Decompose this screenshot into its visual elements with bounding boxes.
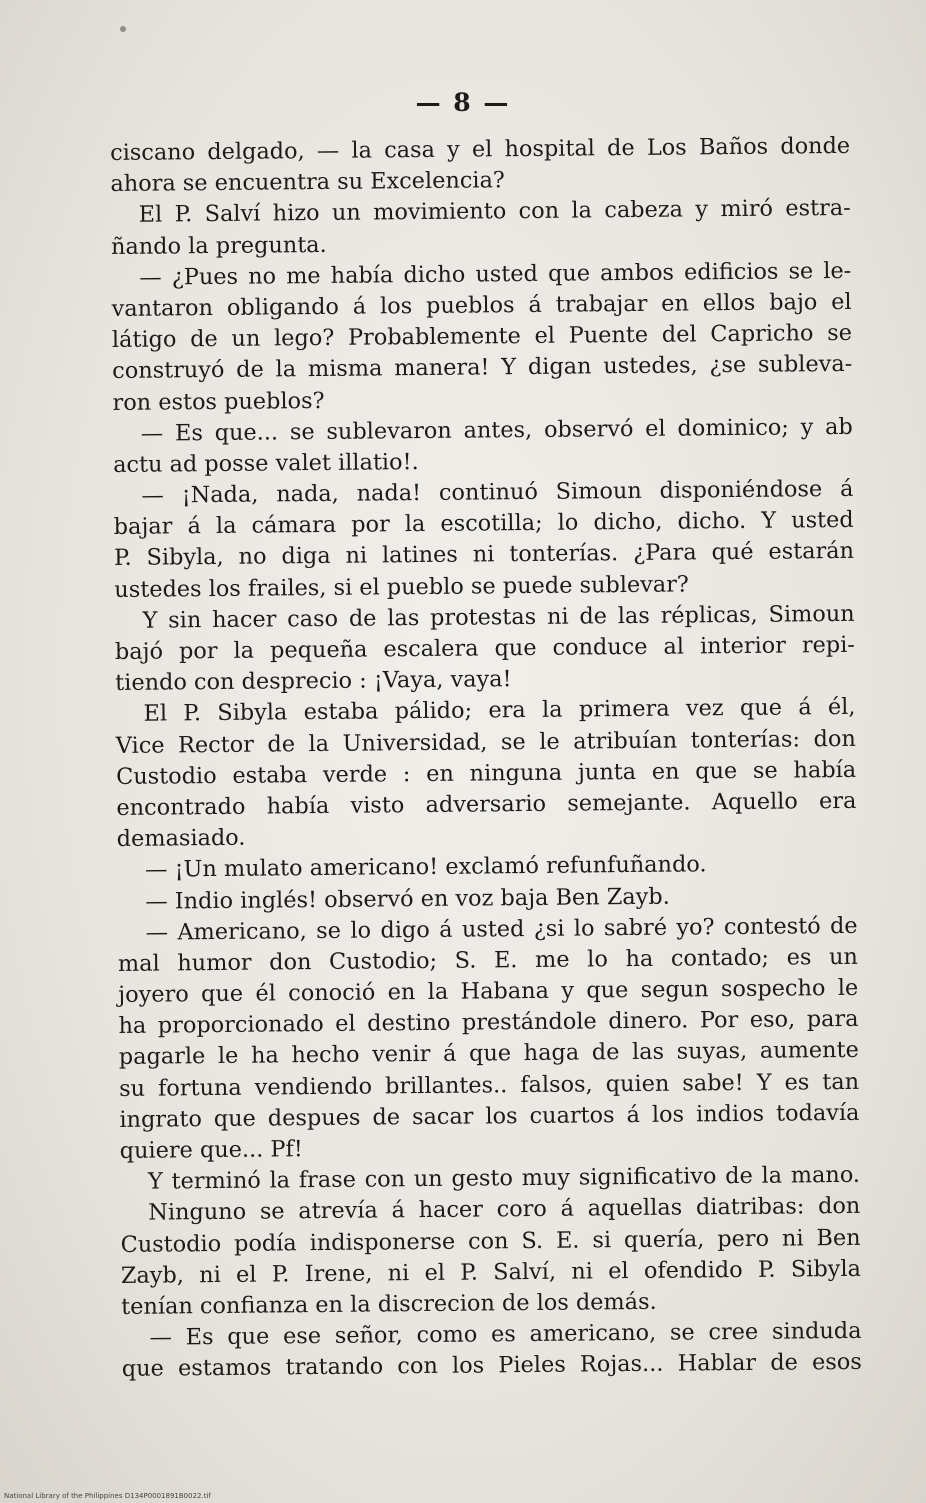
text-line: bajó por la pequeña escalera que conduce al interior repi-: [114, 631, 856, 665]
text-line: ron estos pueblos?: [112, 387, 325, 416]
text-line: Y sin hacer caso de las protestas ni de las réplicas, Simoun: [142, 600, 855, 634]
text-line: que estamos tratando con los Pieles Rojas... Hablar de esos: [121, 1349, 862, 1383]
text-line: P. Sibyla, no diga ni latines ni tonterías. ¿Para qué estarán: [113, 538, 855, 572]
text-line: Vice Rector de la Universidad, se le atribuían tonterías: don: [115, 725, 856, 759]
body-text: [110, 131, 862, 1386]
text-line: — ¡Un mulato americano! exclamó refunfuñando.: [144, 851, 707, 884]
text-line: Custodio estaba verde : en ninguna junta en que se había: [116, 756, 857, 790]
text-line: — Es que ese señor, como es americano, se cree sinduda: [149, 1317, 862, 1351]
text-line: mal humor don Custodio; S. E. me lo ha contado; es un: [117, 943, 859, 977]
page-number: — 8 —: [415, 88, 511, 117]
text-line: construyó de la misma manera! Y digan ustedes, ¿se subleva-: [112, 351, 853, 385]
text-line: ha proporcionado el destino prestándole dinero. Por eso, para: [118, 1006, 859, 1040]
text-line: — ¡Nada, nada, nada! continuó Simoun disponiéndose á: [141, 475, 854, 509]
text-line: Custodio podía indisponerse con S. E. si quería, pero ni Ben: [120, 1224, 861, 1258]
text-line: Ninguno se atrevía á hacer coro á aquellas diatribas: don: [148, 1193, 861, 1227]
text-line: ahora se encuentra su Excelencia?: [110, 167, 505, 198]
text-line: su fortuna vendiendo brillantes.. falsos, quien sabe! Y es tan: [119, 1068, 860, 1102]
text-line: — Americano, se lo digo á usted ¿si lo sabré yo? contestó de: [145, 912, 858, 946]
text-line: vantaron obligando á los pueblos á trabajar en ellos bajo el: [111, 288, 852, 322]
footer-caption: National Library of the Philippines D134P0001891B0022.tif: [4, 1492, 211, 1500]
text-line: látigo de un lego? Probablemente el Puente del Capricho se: [111, 320, 853, 354]
text-line: tiendo con desprecio : ¡Vaya, vaya!: [115, 666, 512, 697]
text-line: Zayb, ni el P. Irene, ni el P. Salví, ni el ofendido P. Sibyla: [120, 1255, 862, 1289]
text-line: ciscano delgado, — la casa y el hospital de Los Baños donde: [110, 132, 851, 166]
text-line: ustedes los frailes, si el pueblo se puede sublevar?: [114, 571, 689, 603]
text-line: El P. Salví hizo un movimiento con la cabeza y miró estra-: [138, 195, 851, 229]
text-line: demasiado.: [116, 824, 246, 853]
text-line: actu ad posse valet illatio!.: [113, 448, 419, 478]
text-line: — Indio inglés! observó en voz baja Ben Zayb.: [145, 883, 670, 915]
text-line: — ¿Pues no me había dicho usted que ambos edificios se le-: [139, 257, 852, 291]
text-line: bajar á la cámara por la escotilla; lo dicho, dicho. Y usted: [113, 507, 854, 541]
text-line: Y terminó la frase con un gesto muy significativo de la mano.: [147, 1162, 861, 1195]
text-line: tenían confianza en la discrecion de los demás.: [121, 1288, 657, 1320]
text-line: quiere que... Pf!: [119, 1136, 303, 1164]
text-line: — Es que... se sublevaron antes, observó el dominico; y ab: [140, 413, 853, 447]
text-line: ñando la pregunta.: [110, 231, 327, 260]
text-line: pagarle le ha hecho venir á que haga de las suyas, aumente: [118, 1037, 859, 1071]
text-line: encontrado había visto adversario semejante. Aquello era: [116, 787, 857, 821]
text-line: joyero que él conoció en la Habana y que segun sospecho le: [118, 974, 859, 1009]
text-line: ingrato que despues de sacar los cuartos á los indios todavía: [119, 1099, 860, 1133]
text-line: El P. Sibyla estaba pálido; era la primera vez que á él,: [143, 694, 856, 728]
scan-speck: [120, 26, 126, 32]
